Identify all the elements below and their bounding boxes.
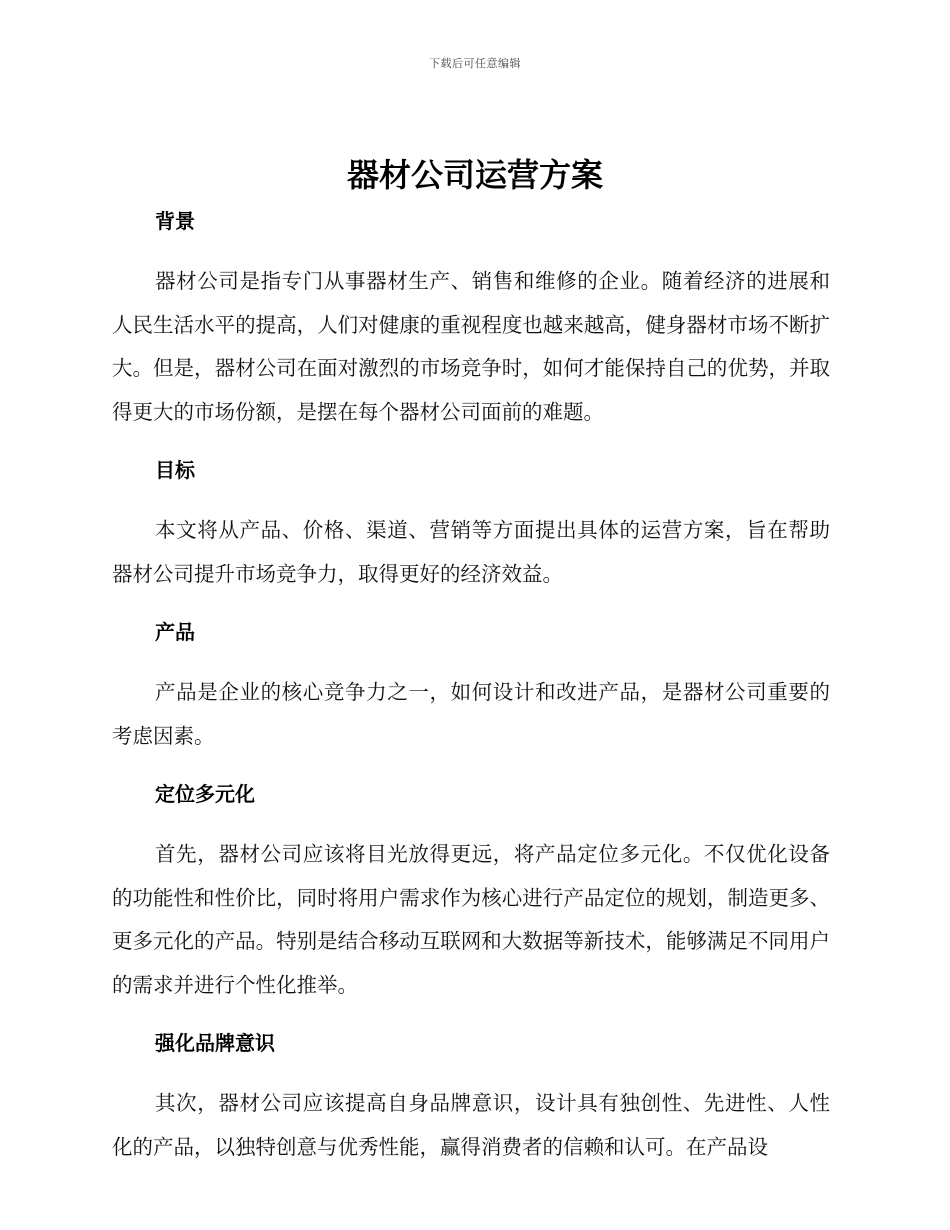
section-heading-background: 背景 <box>155 209 195 233</box>
section-paragraph-goal: 本文将从产品、价格、渠道、营销等方面提出具体的运营方案，旨在帮助器材公司提升市场竞争力，取得更好的经济效益。 <box>112 518 830 586</box>
section-heading-product: 产品 <box>155 620 195 644</box>
header-note: 下载后可任意编辑 <box>429 57 521 70</box>
section-paragraph-brand: 其次，器材公司应该提高自身品牌意识，设计具有独创性、先进性、人性化的产品，以独特创意与优秀性能，赢得消费者的信赖和认可。在产品设 <box>112 1091 830 1159</box>
section-paragraph-product: 产品是企业的核心竞争力之一，如何设计和改进产品，是器材公司重要的考虑因素。 <box>112 680 830 748</box>
document-title: 器材公司运营方案 <box>346 156 603 194</box>
section-heading-goal: 目标 <box>155 458 195 482</box>
section-paragraph-background: 器材公司是指专门从事器材生产、销售和维修的企业。随着经济的进展和人民生活水平的提高，人们对健康的重视程度也越来越高，健身器材市场不断扩大。但是，器材公司在面对激烈的市场竞争时，如何才能保持自己的优势，并取得更大的市场份额，是摆在每个器材公司面前的难题。 <box>112 269 830 424</box>
section-heading-diversification: 定位多元化 <box>155 782 255 806</box>
document-body <box>112 205 830 1169</box>
section-paragraph-diversification: 首先，器材公司应该将目光放得更远，将产品定位多元化。不仅优化设备的功能性和性价比，同时将用户需求作为核心进行产品定位的规划，制造更多、更多元化的产品。特别是结合移动互联网和大数据等新技术，能够满足不同用户的需求并进行个性化推举。 <box>112 842 830 997</box>
section-heading-brand: 强化品牌意识 <box>155 1031 275 1055</box>
